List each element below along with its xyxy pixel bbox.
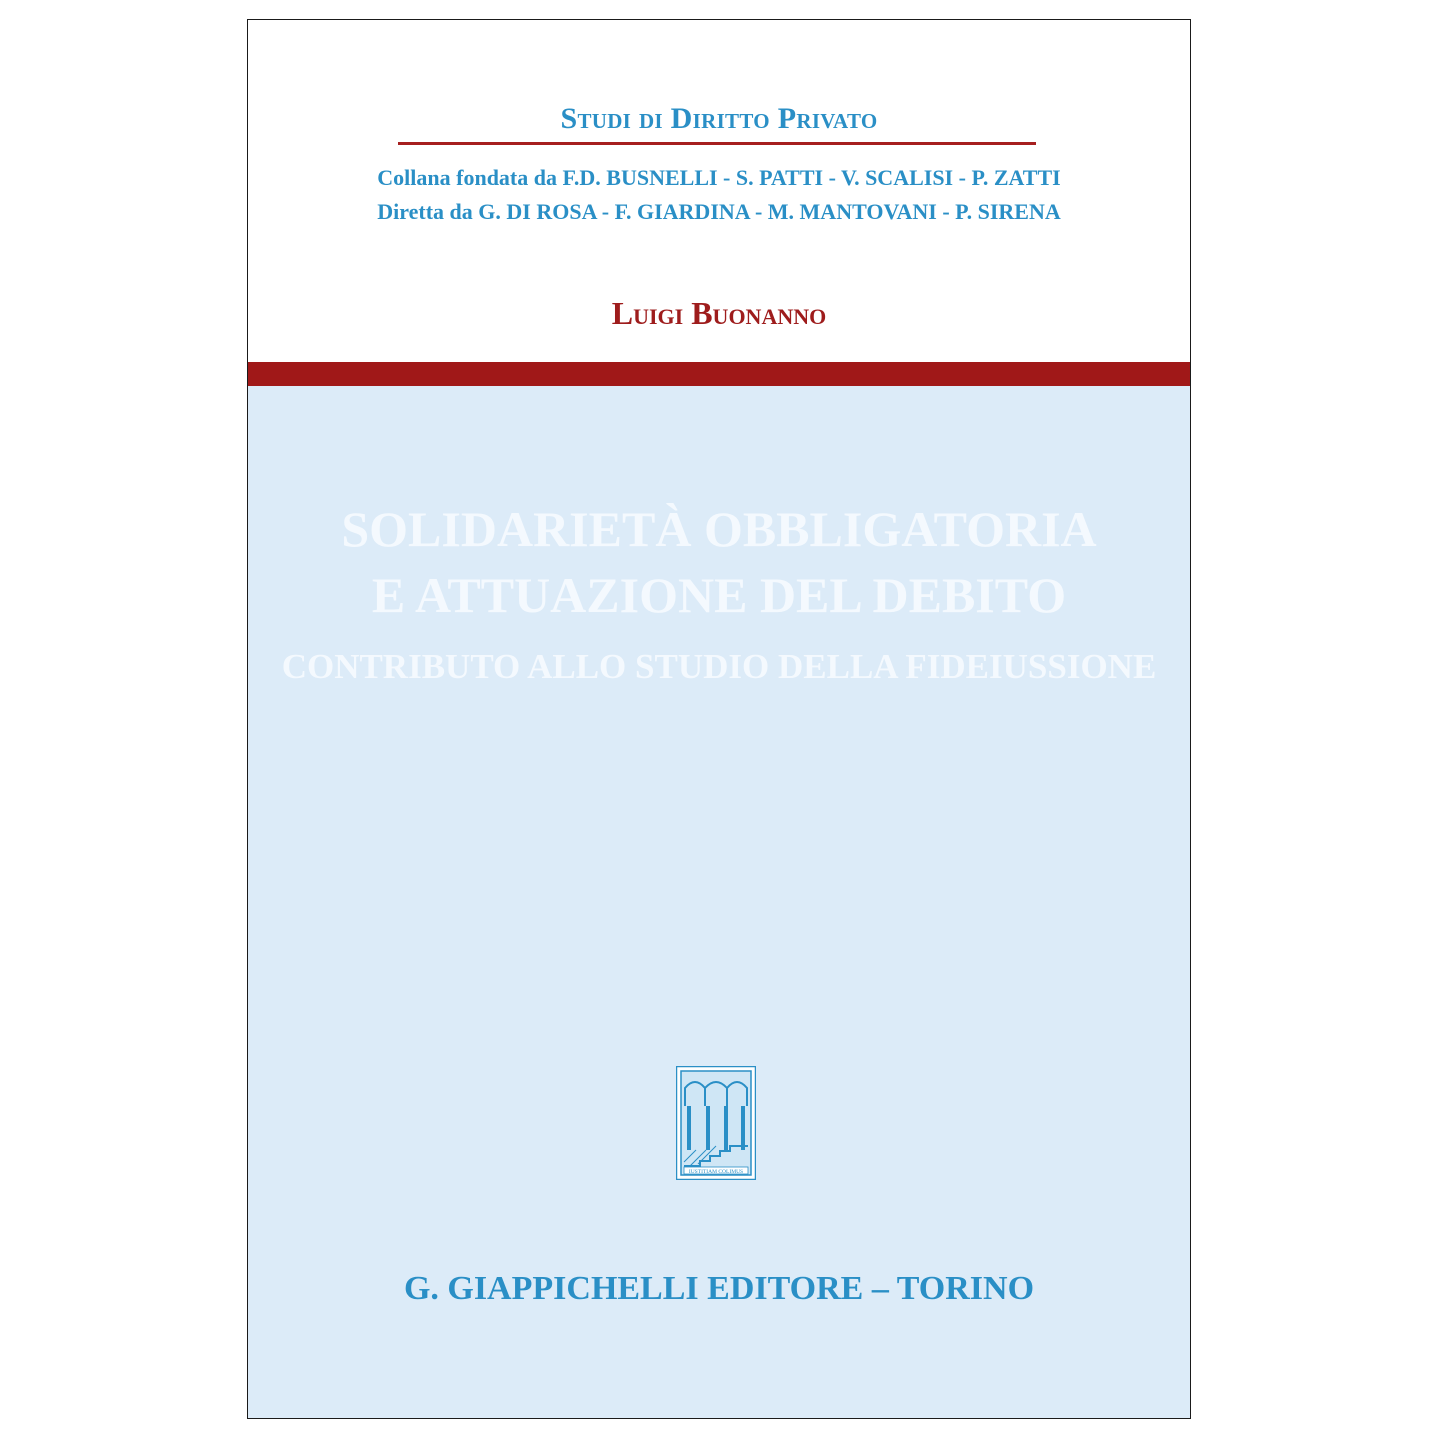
book-title-line-1: SOLIDARIETÀ OBBLIGATORIA	[341, 501, 1097, 557]
series-founders: Collana fondata da F.D. BUSNELLI - S. PATTI - V. SCALISI - P. ZATTI	[377, 165, 1061, 190]
emblem-motto: IUSTITIAM COLIMUS	[688, 1169, 744, 1175]
red-divider-band	[248, 362, 1190, 386]
book-title-line-2: E ATTUAZIONE DEL DEBITO	[371, 567, 1067, 623]
series-divider	[398, 142, 1036, 145]
publisher-emblem-icon	[676, 1066, 756, 1180]
cover-header	[248, 20, 1190, 362]
series-directors: Diretta da G. DI ROSA - F. GIARDINA - M. MANTOVANI - P. SIRENA	[377, 199, 1061, 224]
publisher-name: G. GIAPPICHELLI EDITORE – TORINO	[403, 1270, 1035, 1307]
author-name: Luigi Buonanno	[611, 295, 827, 331]
book-cover	[247, 19, 1191, 1419]
book-subtitle: CONTRIBUTO ALLO STUDIO DELLA FIDEIUSSIONE	[281, 647, 1157, 686]
series-title: Studi di Diritto Privato	[560, 102, 878, 135]
